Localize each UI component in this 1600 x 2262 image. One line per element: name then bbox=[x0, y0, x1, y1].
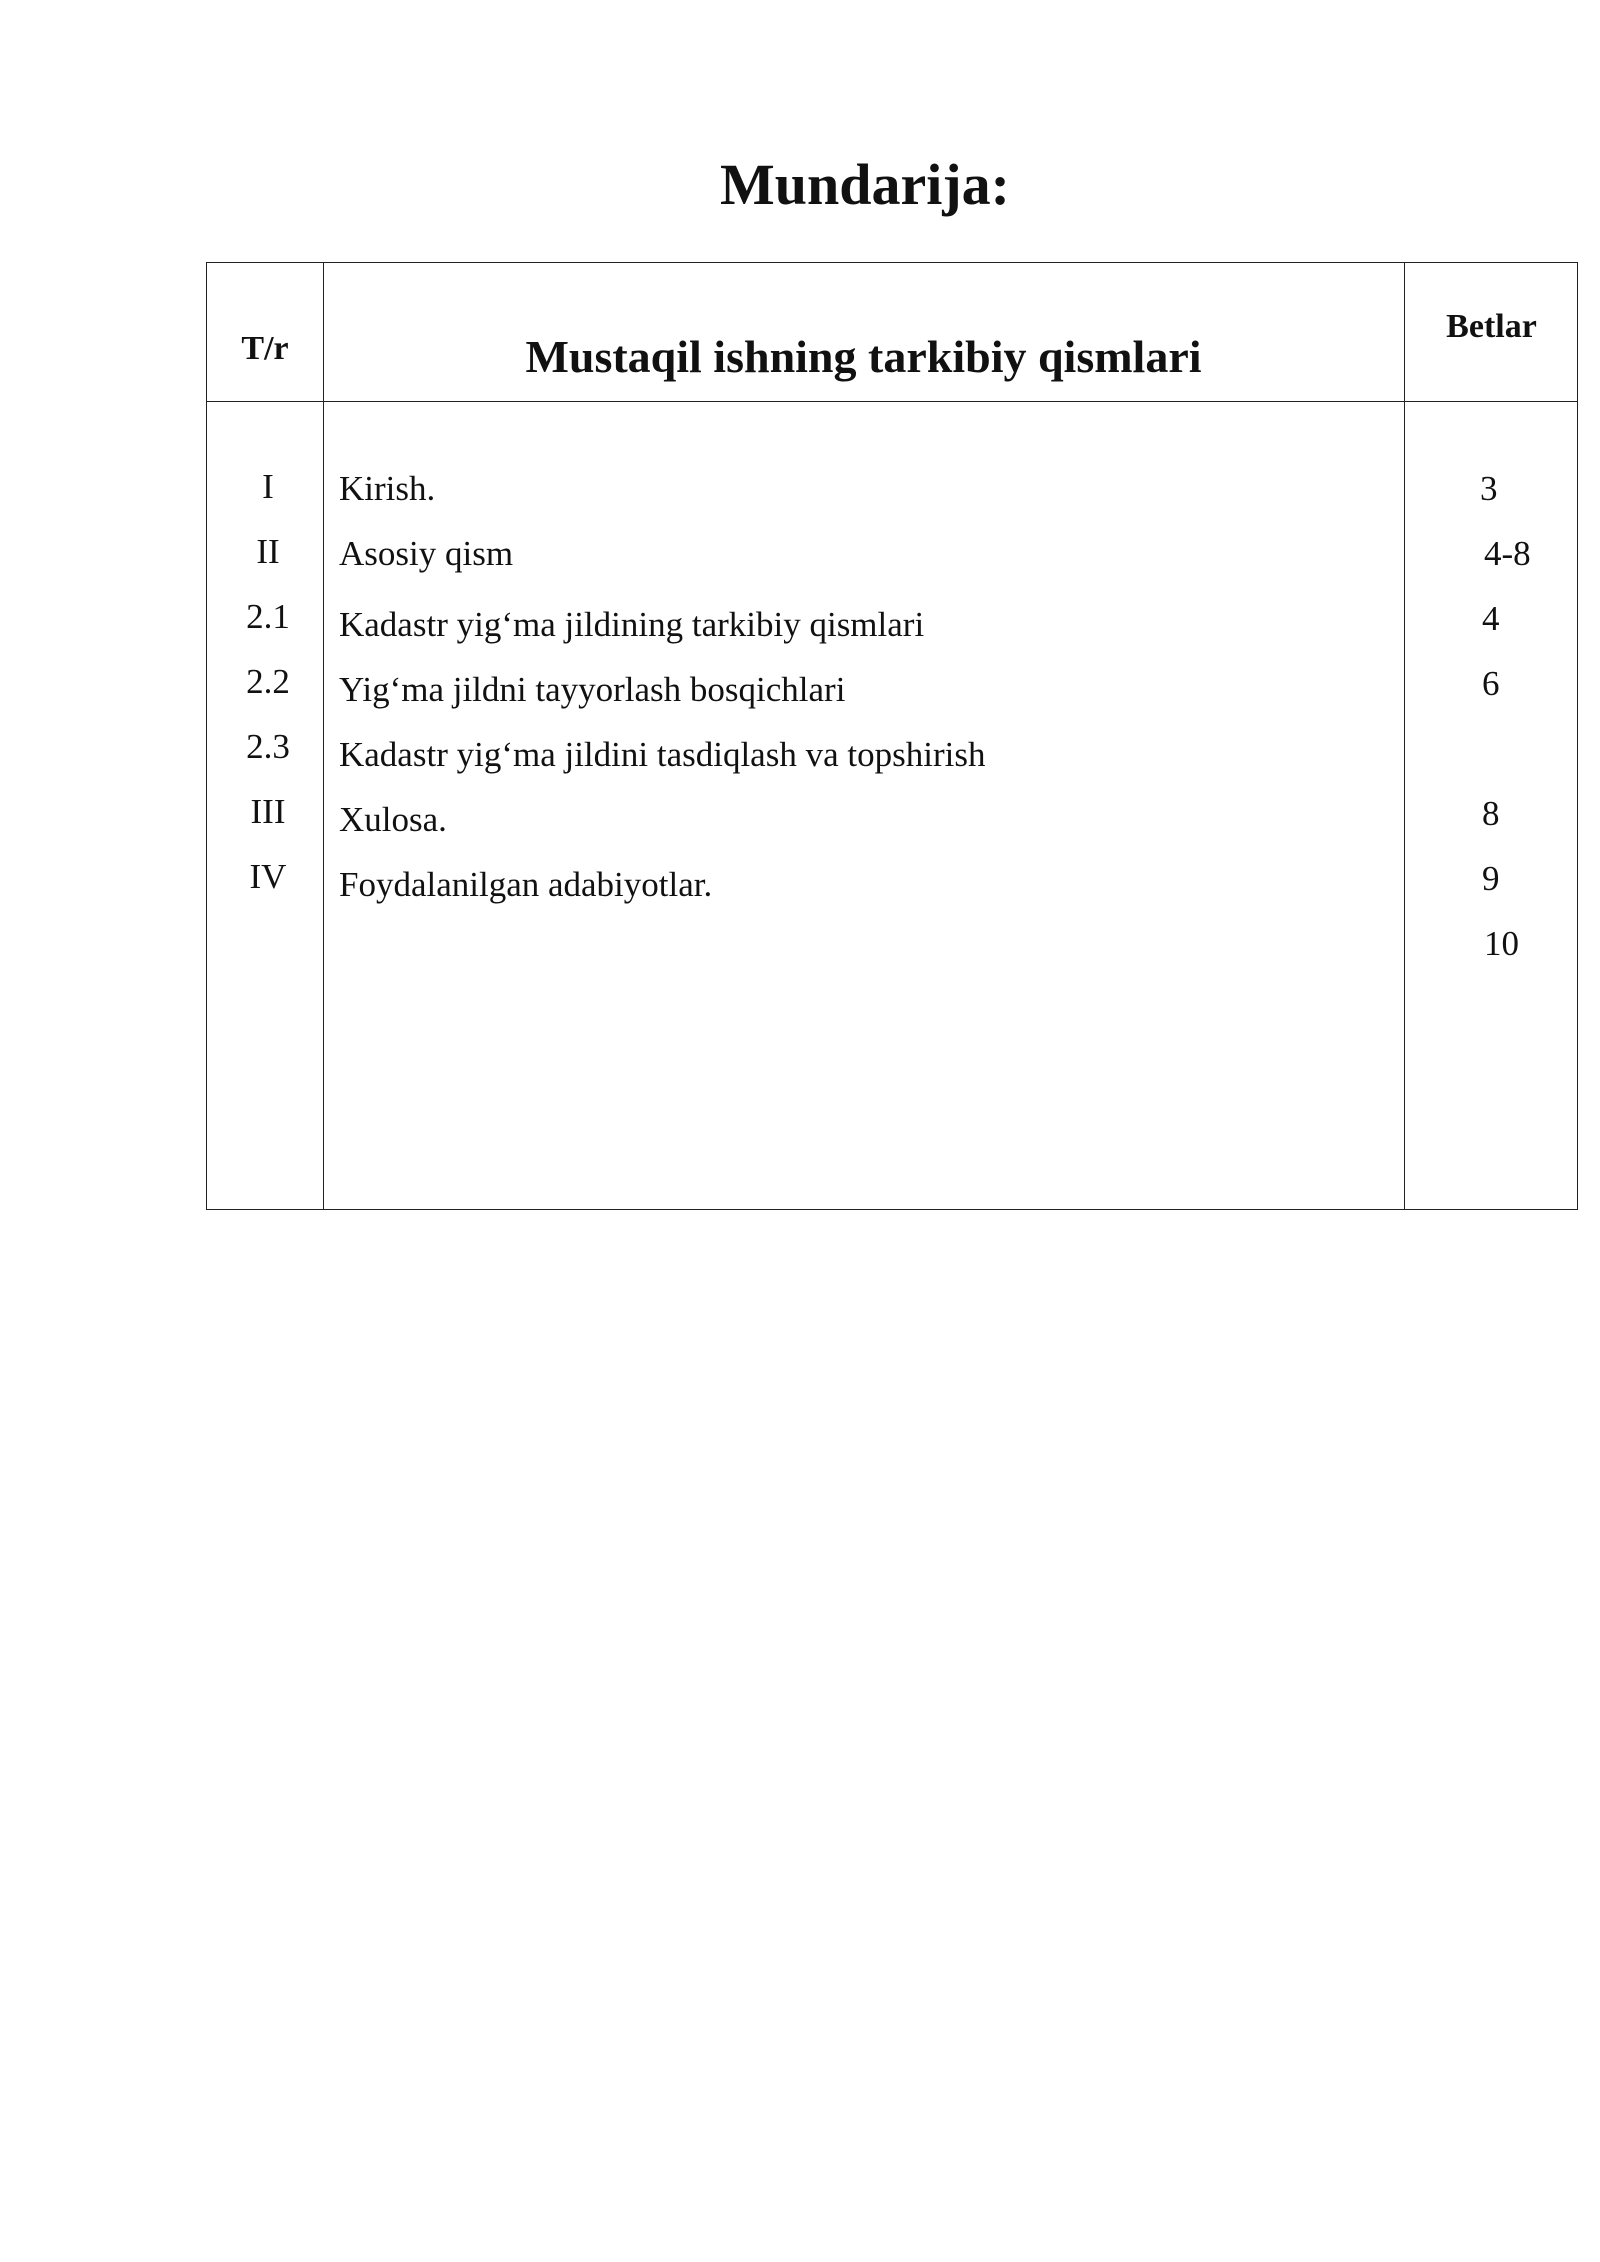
row-pages: 8 bbox=[1482, 794, 1500, 833]
column-divider bbox=[1404, 263, 1405, 1209]
row-title: Yig‘ma jildni tayyorlash bosqichlari bbox=[339, 670, 846, 709]
row-title: Kadastr yig‘ma jildini tasdiqlash va topshirish bbox=[339, 735, 986, 774]
row-number: 2.3 bbox=[246, 727, 290, 766]
row-title: Xulosa. bbox=[339, 800, 447, 839]
row-number: IV bbox=[249, 857, 287, 896]
row-number: I bbox=[262, 467, 274, 506]
row-pages: 3 bbox=[1480, 469, 1498, 508]
row-pages: 4 bbox=[1482, 599, 1500, 638]
header-number: T/r bbox=[241, 330, 289, 367]
table-of-contents bbox=[206, 262, 1578, 1210]
header-divider bbox=[207, 401, 1577, 402]
row-number: 2.2 bbox=[246, 662, 290, 701]
row-number: III bbox=[250, 792, 286, 831]
row-number: 2.1 bbox=[246, 597, 290, 636]
row-number: II bbox=[256, 532, 280, 571]
header-pages: Betlar bbox=[1446, 308, 1537, 345]
row-pages: 4-8 bbox=[1484, 534, 1531, 573]
row-pages: 10 bbox=[1484, 924, 1519, 963]
page-title: Mundarija: bbox=[720, 152, 1010, 217]
row-pages: 9 bbox=[1482, 859, 1500, 898]
row-title: Kadastr yig‘ma jildining tarkibiy qismlari bbox=[339, 605, 925, 644]
header-title: Mustaqil ishning tarkibiy qismlari bbox=[525, 331, 1202, 382]
row-title: Kirish. bbox=[339, 469, 436, 508]
column-divider bbox=[323, 263, 324, 1209]
row-title: Foydalanilgan adabiyotlar. bbox=[339, 865, 713, 904]
row-title: Asosiy qism bbox=[339, 534, 514, 573]
row-pages: 6 bbox=[1482, 664, 1500, 703]
